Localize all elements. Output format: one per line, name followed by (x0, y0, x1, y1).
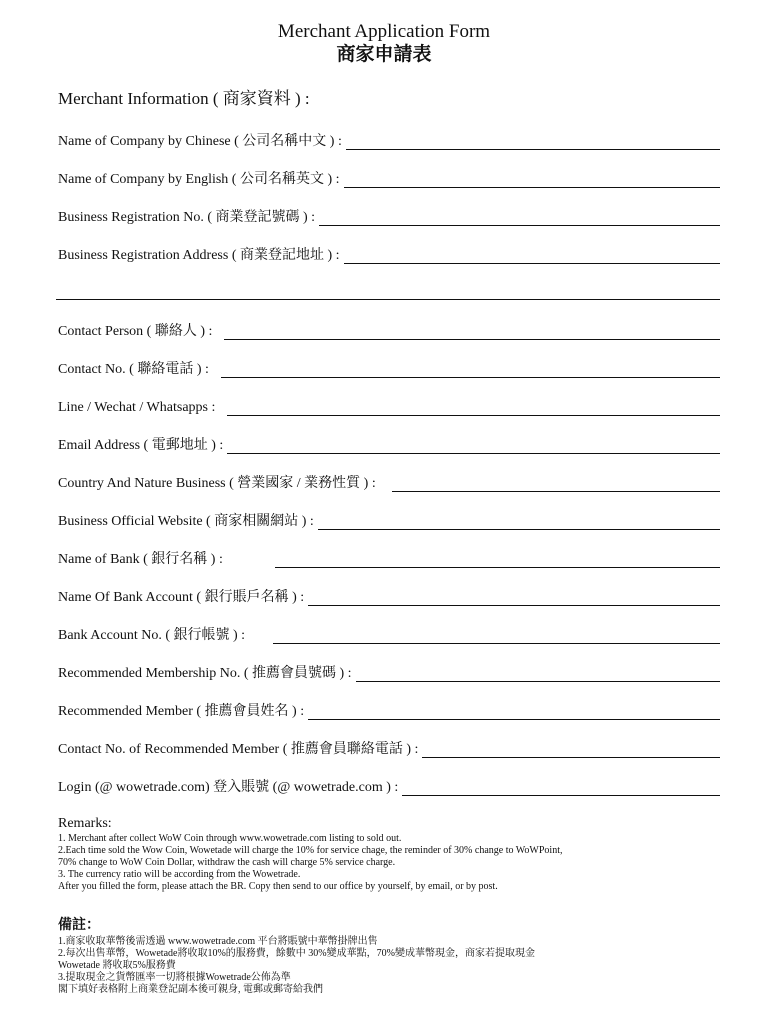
address-continuation-line[interactable] (56, 299, 720, 300)
remarks-chinese-line-2: 2.每次出售華幣，Wowetade將收取10%的服務費，餘數中 30%變成華點，70%變成華幣現金，商家若提取現金 (58, 948, 535, 959)
bank-account-name-field[interactable] (308, 589, 720, 606)
bank-account-no-row (58, 625, 720, 645)
business-registration-no-field[interactable] (319, 209, 720, 226)
business-registration-no-row (58, 207, 720, 227)
remarks-english-block (58, 833, 562, 893)
recommended-member-contact-row (58, 739, 720, 759)
contact-no-field[interactable] (221, 361, 720, 378)
country-business-field[interactable] (392, 475, 720, 492)
company-name-chinese-row (58, 131, 720, 151)
remarks-line-5: After you filled the form, please attach the BR. Copy then send to our office by yourself, by email, or by post. (58, 881, 498, 892)
login-row (58, 777, 720, 797)
company-name-english-row (58, 169, 720, 189)
email-address-row (58, 435, 720, 455)
recommended-membership-no-field[interactable] (356, 665, 720, 682)
company-name-chinese-label: Name of Company by Chinese ( 公司名稱中文 ) : (58, 134, 342, 149)
remarks-chinese-line-5: 閣下填好表格附上商業登記副本後可親身, 電郵或郵寄給我們 (58, 984, 323, 995)
recommended-member-field[interactable] (308, 703, 720, 720)
contact-no-label: Contact No. ( 聯絡電話 ) : (58, 362, 209, 377)
website-field[interactable] (318, 513, 720, 530)
remarks-heading: Remarks: (58, 816, 112, 831)
login-field[interactable] (402, 779, 720, 796)
merchant-information-heading: Merchant Information ( 商家資料 ) : (58, 89, 310, 108)
bank-account-no-field[interactable] (273, 627, 720, 644)
line-wechat-row (58, 397, 720, 417)
business-registration-address-row (58, 245, 720, 265)
bank-name-label: Name of Bank ( 銀行名稱 ) : (58, 552, 223, 567)
contact-person-row (58, 321, 720, 341)
company-name-english-label: Name of Company by English ( 公司名稱英文 ) : (58, 172, 340, 187)
remarks-chinese-heading: 備註： (58, 918, 100, 933)
country-business-label: Country And Nature Business ( 營業國家 / 業務性質 ) : (58, 476, 376, 491)
contact-no-row (58, 359, 720, 379)
website-row (58, 511, 720, 531)
recommended-member-contact-label: Contact No. of Recommended Member ( 推薦會員聯絡電話 ) : (58, 742, 419, 757)
recommended-membership-no-label: Recommended Membership No. ( 推薦會員號碼 ) : (58, 666, 352, 681)
company-name-english-field[interactable] (344, 171, 720, 188)
form-title: Merchant Application Form (277, 21, 491, 42)
business-registration-no-label: Business Registration No. ( 商業登記號碼 ) : (58, 210, 316, 225)
website-label: Business Official Website ( 商家相關網站 ) : (58, 514, 314, 529)
email-address-label: Email Address ( 電郵地址 ) : (58, 438, 224, 453)
contact-person-label: Contact Person ( 聯絡人 ) : (58, 324, 213, 339)
form-title-chinese: 商家申請表 (336, 44, 432, 65)
bank-account-no-label: Bank Account No. ( 銀行帳號 ) : (58, 628, 246, 643)
bank-name-row (58, 549, 720, 569)
remarks-line-2: 2.Each time sold the Wow Coin, Wowetade will charge the 10% for service chage, the reminder of 30% change to WoWPoint, (58, 845, 563, 856)
recommended-member-label: Recommended Member ( 推薦會員姓名 ) : (58, 704, 305, 719)
remarks-line-3: 70% change to WoW Coin Dollar, withdraw the cash will charge 5% service charge. (58, 857, 396, 868)
business-registration-address-label: Business Registration Address ( 商業登記地址 ) : (58, 248, 340, 263)
business-registration-address-field[interactable] (344, 247, 720, 264)
remarks-chinese-line-1: 1.商家收取華幣後需透過 www.wowetrade.com 平台將賬號中華幣掛牌出售 (58, 936, 378, 947)
email-address-field[interactable] (227, 437, 720, 454)
remarks-line-4: 3. The currency ratio will be according from the Wowetrade. (58, 869, 301, 880)
bank-account-name-row (58, 587, 720, 607)
login-label: Login (@ wowetrade.com) 登入賬號 (@ wowetrade.com ) : (58, 780, 399, 795)
line-wechat-field[interactable] (227, 399, 720, 416)
bank-name-field[interactable] (275, 551, 720, 568)
remarks-chinese-block (58, 936, 535, 996)
recommended-member-contact-field[interactable] (422, 741, 720, 758)
remarks-line-1: 1. Merchant after collect WoW Coin through www.wowetrade.com listing to sold out. (58, 833, 402, 844)
recommended-membership-no-row (58, 663, 720, 683)
recommended-member-row (58, 701, 720, 721)
country-business-row (58, 473, 720, 493)
contact-person-field[interactable] (224, 323, 720, 340)
remarks-chinese-line-3: Wowetade 將收取5%服務費 (58, 960, 176, 971)
line-wechat-label: Line / Wechat / Whatsapps : (58, 400, 216, 415)
bank-account-name-label: Name Of Bank Account ( 銀行賬戶名稱 ) : (58, 590, 305, 605)
remarks-chinese-line-4: 3.提取現金之貨幣匯率一切將根據Wowetrade公佈為準 (58, 972, 291, 983)
company-name-chinese-field[interactable] (346, 133, 720, 150)
